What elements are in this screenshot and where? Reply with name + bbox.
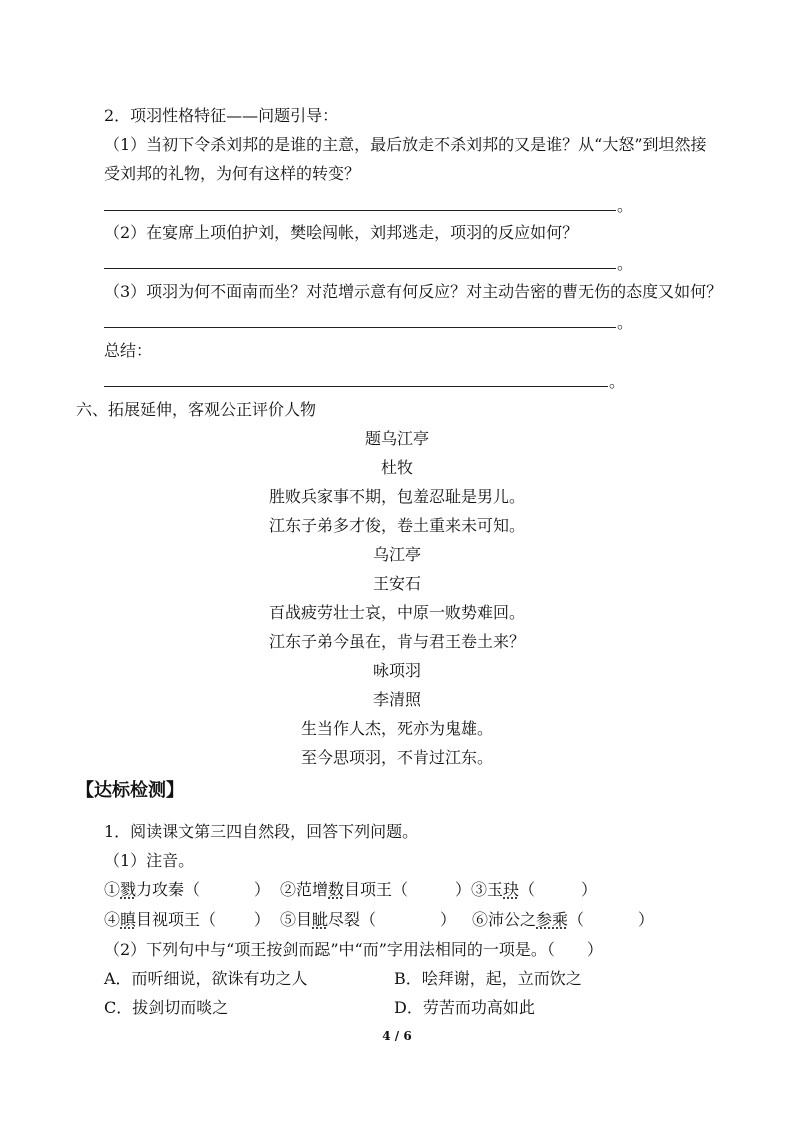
poem-line: 江东子弟多才俊，卷土重来未可知。 [268,516,525,535]
sub-question-choice: （2）下列句中与“项王按剑而跽”中“而”字用法相同的一项是。（ ） [104,940,603,959]
pinyin-item-3-close: ） [581,880,598,899]
pinyin-item-1-close: ） [254,880,271,899]
answer-period: 。 [617,196,634,215]
sub-question-pinyin: （1）注音。 [104,851,195,870]
answer-period: 。 [617,254,634,273]
option-c: C．拔剑切而啖之 [104,998,229,1017]
answer-line [104,268,616,269]
poem-author: 杜牧 [380,458,413,477]
answer-line [104,210,616,211]
pinyin-item-2: ②范增数目项王（ [280,880,409,899]
pinyin-item-6-close: ） [638,910,655,929]
test-heading: 【达标检测】 [76,780,184,801]
question-3: （3）项羽为何不面南而坐？对范增示意有何反应？对主动告密的曹无伤的态度又如何？ [104,282,723,301]
poem-line: 至今思项羽，不肯过江东。 [300,748,493,767]
poem-line: 江东子弟今虽在，肯与君王卷土来？ [268,632,525,651]
pinyin-item-5: ⑤目眦尽裂（ [280,910,377,929]
page-number: 4 / 6 [382,1029,412,1043]
poem-line: 胜败兵家事不期，包羞忍耻是男儿。 [268,487,525,506]
poem-title: 乌江亭 [372,545,421,564]
poem-author: 李清照 [372,690,421,709]
section-heading: 六、拓展延伸，客观公正评价人物 [76,400,317,419]
answer-period: 。 [609,372,626,391]
test-question-1: 1．阅读课文第三四自然段，回答下列问题。 [104,822,419,841]
summary-label: 总结： [104,341,153,360]
section-heading: 2．项羽性格特征——问题引导： [104,106,339,125]
poem-line: 生当作人杰，死亦为鬼雄。 [300,719,493,738]
poem-title: 题乌江亭 [364,429,429,448]
option-b: B．哙拜谢，起，立而饮之 [394,969,582,988]
poem-title: 咏项羽 [372,661,421,680]
pinyin-item-2-close: ） [455,880,472,899]
pinyin-item-6: ⑥沛公之参乘（ [472,910,585,929]
question-1-line-2: 受刘邦的礼物，为何有这样的转变？ [104,164,361,183]
poem-author: 王安石 [372,574,421,593]
question-1-line-1: （1）当初下令杀刘邦的是谁的主意，最后放走不杀刘邦的又是谁？从“大怒”到坦然接 [104,135,707,154]
pinyin-item-1: ①戮力攻秦（ [104,880,201,899]
poem-line: 百战疲劳壮士哀，中原一败势难回。 [268,603,525,622]
option-a: A．而听细说，欲诛有功之人 [104,969,308,988]
question-2: （2）在宴席上项伯护刘，樊哙闯帐，刘邦逃走，项羽的反应如何？ [104,223,579,242]
option-d: D．劳苦而功高如此 [394,998,535,1017]
answer-line [104,327,616,328]
pinyin-item-5-close: ） [440,910,457,929]
answer-period: 。 [617,313,634,332]
answer-line [104,386,608,387]
pinyin-item-4-close: ） [254,910,271,929]
pinyin-item-4: ④瞋目视项王（ [104,910,217,929]
pinyin-item-3: ③玉玦（ [471,880,536,899]
